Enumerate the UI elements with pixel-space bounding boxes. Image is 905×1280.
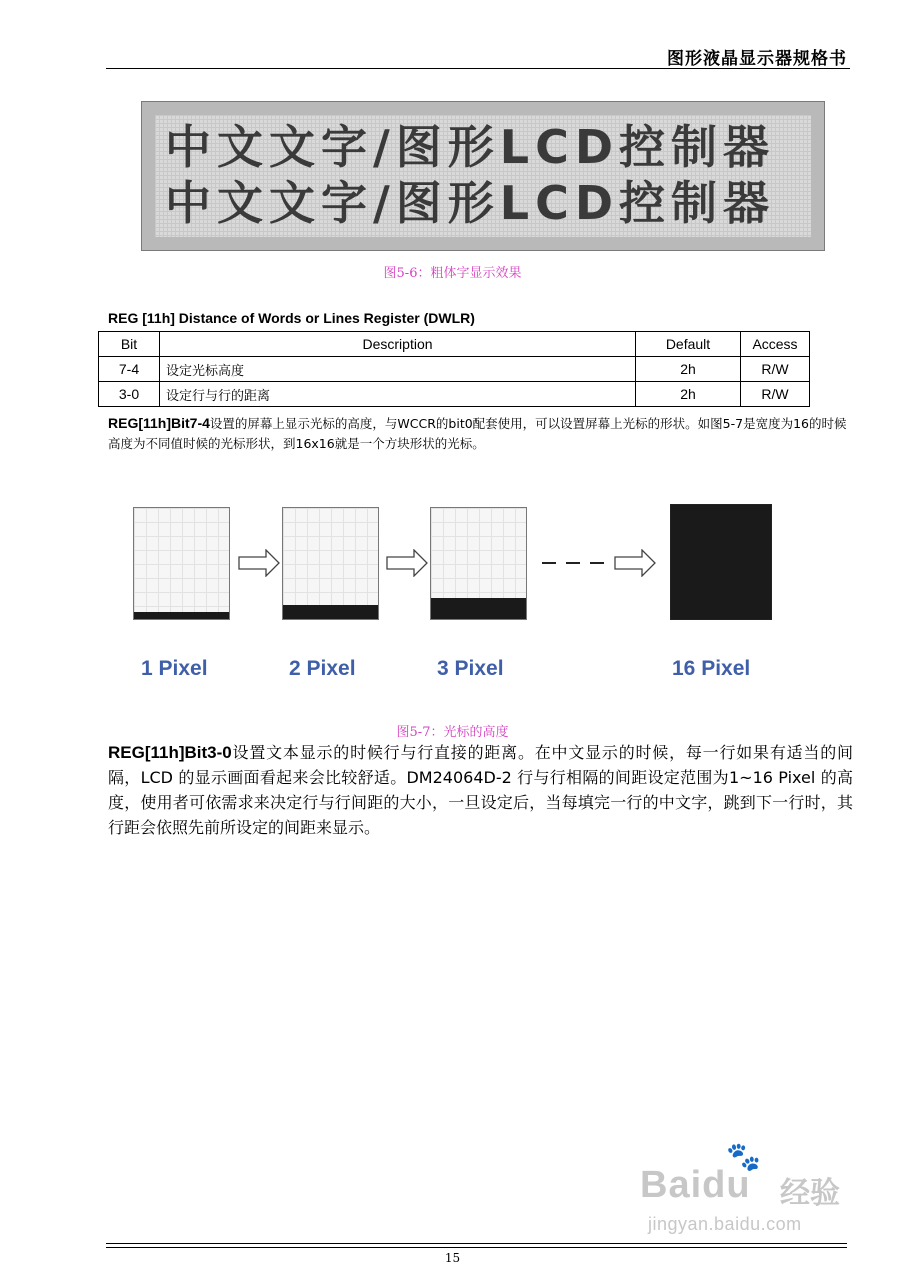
- watermark-logo: Baidu: [640, 1164, 751, 1206]
- lcd-line-2: 中文文字/图形LCD控制器: [165, 176, 776, 230]
- figure-caption-5-6: 图5-6：粗体字显示效果: [383, 266, 522, 281]
- cell-default: 2h: [636, 382, 741, 407]
- header-divider: [106, 68, 850, 69]
- register-title: REG [11h] Distance of Words or Lines Register (DWLR): [108, 310, 475, 326]
- cell-bit: 7-4: [99, 357, 160, 382]
- baidu-jingyan-watermark: [640, 1140, 860, 1240]
- header-access: Access: [741, 332, 810, 357]
- cursor-fill: [134, 612, 229, 619]
- cursor-box-3-pixel: [430, 507, 527, 620]
- cell-default: 2h: [636, 357, 741, 382]
- footer-divider: [106, 1243, 847, 1244]
- header-bit: Bit: [99, 332, 160, 357]
- cell-access: R/W: [741, 357, 810, 382]
- cursor-fill: [283, 605, 378, 619]
- cell-description: 设定光标高度: [160, 357, 636, 382]
- bit7-4-lead: REG[11h]Bit7-4: [108, 415, 210, 431]
- cell-bit: 3-0: [99, 382, 160, 407]
- bit7-4-text: 设置的屏幕上显示光标的高度，与WCCR的bit0配套使用，可以设置屏幕上光标的形状。如图5-7是宽度为16的时候高度为不同值时候的光标形状，到16x16就是一个方块形状的光标。: [108, 416, 847, 451]
- right-arrow-icon: [238, 549, 280, 577]
- lcd-panel: [155, 115, 811, 237]
- register-table: [98, 331, 810, 407]
- lcd-line-1: 中文文字/图形LCD控制器: [165, 120, 776, 174]
- document-title: 图形液晶显示器规格书: [667, 49, 847, 69]
- figure-caption-5-7: 图5-7：光标的高度: [396, 725, 509, 740]
- bit3-0-lead: REG[11h]Bit3-0: [108, 743, 232, 762]
- cursor-label: 16 Pixel: [672, 657, 751, 680]
- table-header-row: [99, 332, 810, 357]
- right-arrow-icon: [614, 549, 656, 577]
- cursor-fill: [431, 598, 526, 619]
- cursor-label: 3 Pixel: [437, 657, 504, 680]
- right-arrow-icon: [386, 549, 428, 577]
- ellipsis-dashes: [540, 548, 610, 578]
- cursor-label: 2 Pixel: [289, 657, 356, 680]
- watermark-brand: 经验: [780, 1176, 840, 1211]
- cursor-fill: [671, 505, 771, 619]
- watermark-url: jingyan.baidu.com: [648, 1214, 802, 1234]
- bit3-0-description: [108, 740, 853, 840]
- cell-description: 设定行与行的距离: [160, 382, 636, 407]
- table-row: [99, 382, 810, 407]
- paw-logo-icon: 🐾: [726, 1140, 761, 1173]
- cursor-box-16-pixel: [670, 504, 772, 620]
- bit7-4-description: [108, 413, 853, 454]
- header-description: Description: [160, 332, 636, 357]
- cursor-box-2-pixel: [282, 507, 379, 620]
- cell-access: R/W: [741, 382, 810, 407]
- bit3-0-text: 设置文本显示的时候行与行直接的距离。在中文显示的时候，每一行如果有适当的间隔，LCD 的显示画面看起来会比较舒适。DM24064D-2 行与行相隔的间距设定范围为1~16 Pixel 的高度，使用者可依需求来决定行与行间距的大小，一旦设定后，当每填完一行的中文字，跳到下一行时，其行距会依照先前所设定的间距来显示。: [108, 743, 853, 837]
- footer-divider-thin: [106, 1247, 847, 1248]
- cursor-label: 1 Pixel: [141, 657, 208, 680]
- header-default: Default: [636, 332, 741, 357]
- page-number: 15: [444, 1251, 461, 1265]
- table-row: [99, 357, 810, 382]
- cursor-box-1-pixel: [133, 507, 230, 620]
- lcd-bold-text-figure: [141, 101, 825, 251]
